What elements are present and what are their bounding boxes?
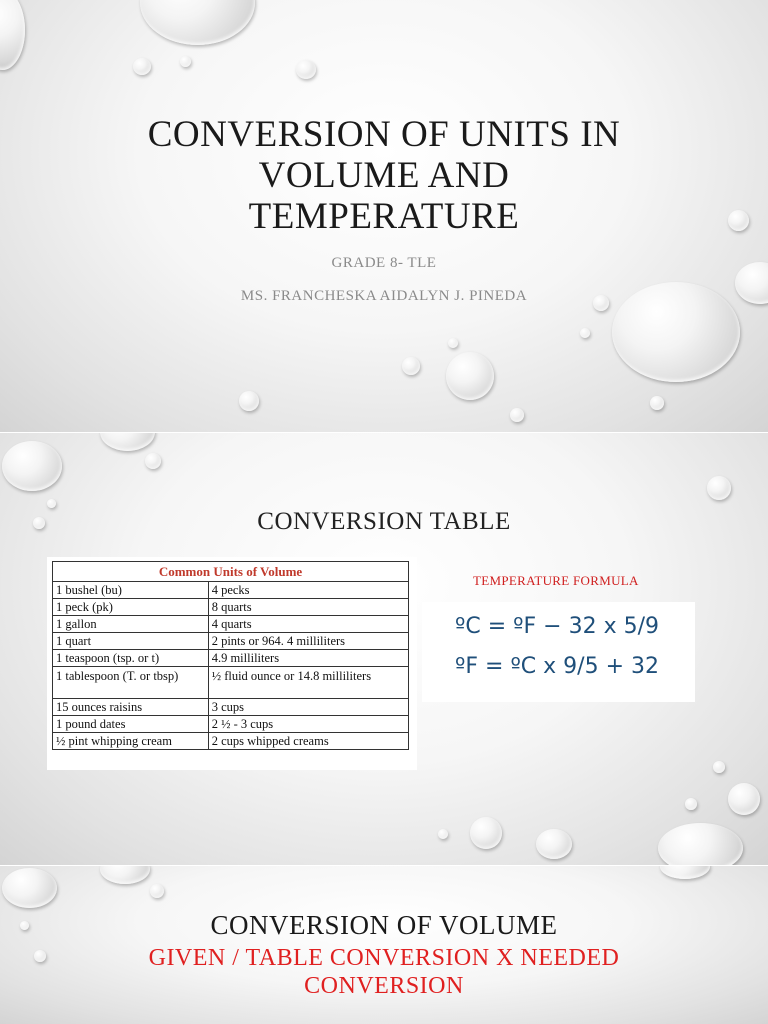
- formula-box: [422, 602, 695, 702]
- author: MS. FRANCHESKA AIDALYN J. PINEDA: [240, 288, 528, 304]
- water-drop: [0, 0, 25, 70]
- table-cell: 4.9 milliliters: [208, 650, 408, 667]
- water-drop: [47, 499, 56, 508]
- volume-table-image: [47, 557, 417, 770]
- page-title: [0, 114, 768, 237]
- table-cell: 2 cups whipped creams: [208, 733, 408, 750]
- table-row: [53, 667, 409, 699]
- table-row: [53, 582, 409, 599]
- celsius-formula: ºC = ºF − 32 x 5/9: [455, 614, 659, 639]
- water-drop: [438, 829, 448, 839]
- water-drop: [296, 60, 316, 79]
- water-drop: [180, 56, 191, 67]
- water-drop: [685, 798, 697, 810]
- table-cell: ½ pint whipping cream: [53, 733, 209, 750]
- table-row: [53, 633, 409, 650]
- water-drop: [100, 866, 150, 884]
- table-cell: 1 quart: [53, 633, 209, 650]
- water-drop: [660, 866, 710, 879]
- table-row: [53, 699, 409, 716]
- table-row: [53, 599, 409, 616]
- table-row: [53, 616, 409, 633]
- water-drop: [728, 783, 760, 815]
- water-drop: [402, 357, 420, 375]
- table-cell: 1 bushel (bu): [53, 582, 209, 599]
- table-row: [53, 650, 409, 667]
- water-drop: [446, 352, 494, 400]
- water-drop: [510, 408, 524, 422]
- water-drop: [239, 391, 259, 411]
- water-drop: [100, 433, 155, 451]
- table-cell: 4 quarts: [208, 616, 408, 633]
- title-line: VOLUME AND: [258, 155, 510, 196]
- table-cell: 1 pound dates: [53, 716, 209, 733]
- section-title: CONVERSION TABLE: [257, 508, 511, 535]
- water-drop: [150, 884, 164, 898]
- water-drop: [650, 396, 664, 410]
- title-line: TEMPERATURE: [248, 196, 520, 237]
- water-drop: [470, 817, 502, 849]
- water-drop: [145, 453, 161, 469]
- volume-table: [52, 561, 409, 750]
- table-cell: 2 ½ - 3 cups: [208, 716, 408, 733]
- title-line: CONVERSION OF UNITS IN: [147, 114, 621, 155]
- water-drop: [658, 823, 743, 865]
- table-row: [53, 716, 409, 733]
- section-title: CONVERSION OF VOLUME: [210, 910, 558, 940]
- water-drop: [536, 829, 572, 859]
- water-drop: [140, 0, 255, 45]
- table-header: Common Units of Volume: [53, 562, 409, 582]
- water-drop: [2, 868, 57, 908]
- water-drop: [580, 328, 590, 338]
- table-cell: 1 gallon: [53, 616, 209, 633]
- water-drop: [707, 476, 731, 500]
- table-cell: 1 teaspoon (tsp. or t): [53, 650, 209, 667]
- table-cell: 8 quarts: [208, 599, 408, 616]
- water-drop: [2, 441, 62, 491]
- formula-line: CONVERSION: [304, 973, 464, 999]
- subtitle: GRADE 8- TLE: [331, 255, 437, 271]
- table-cell: 1 peck (pk): [53, 599, 209, 616]
- formula-line: GIVEN / TABLE CONVERSION X NEEDED: [148, 945, 620, 971]
- table-cell: 3 cups: [208, 699, 408, 716]
- water-drop: [713, 761, 725, 773]
- table-cell: 1 tablespoon (T. or tbsp): [53, 667, 209, 699]
- table-row: [53, 733, 409, 750]
- table-cell: 4 pecks: [208, 582, 408, 599]
- temperature-formula-label: TEMPERATURE FORMULA: [473, 573, 639, 588]
- table-cell: ½ fluid ounce or 14.8 milliliters: [208, 667, 408, 699]
- water-drop: [133, 58, 151, 75]
- fahrenheit-formula: ºF = ºC x 9/5 + 32: [455, 654, 659, 679]
- table-cell: 2 pints or 964. 4 milliliters: [208, 633, 408, 650]
- water-drop: [448, 338, 458, 348]
- table-cell: 15 ounces raisins: [53, 699, 209, 716]
- formula-text: [0, 944, 768, 1000]
